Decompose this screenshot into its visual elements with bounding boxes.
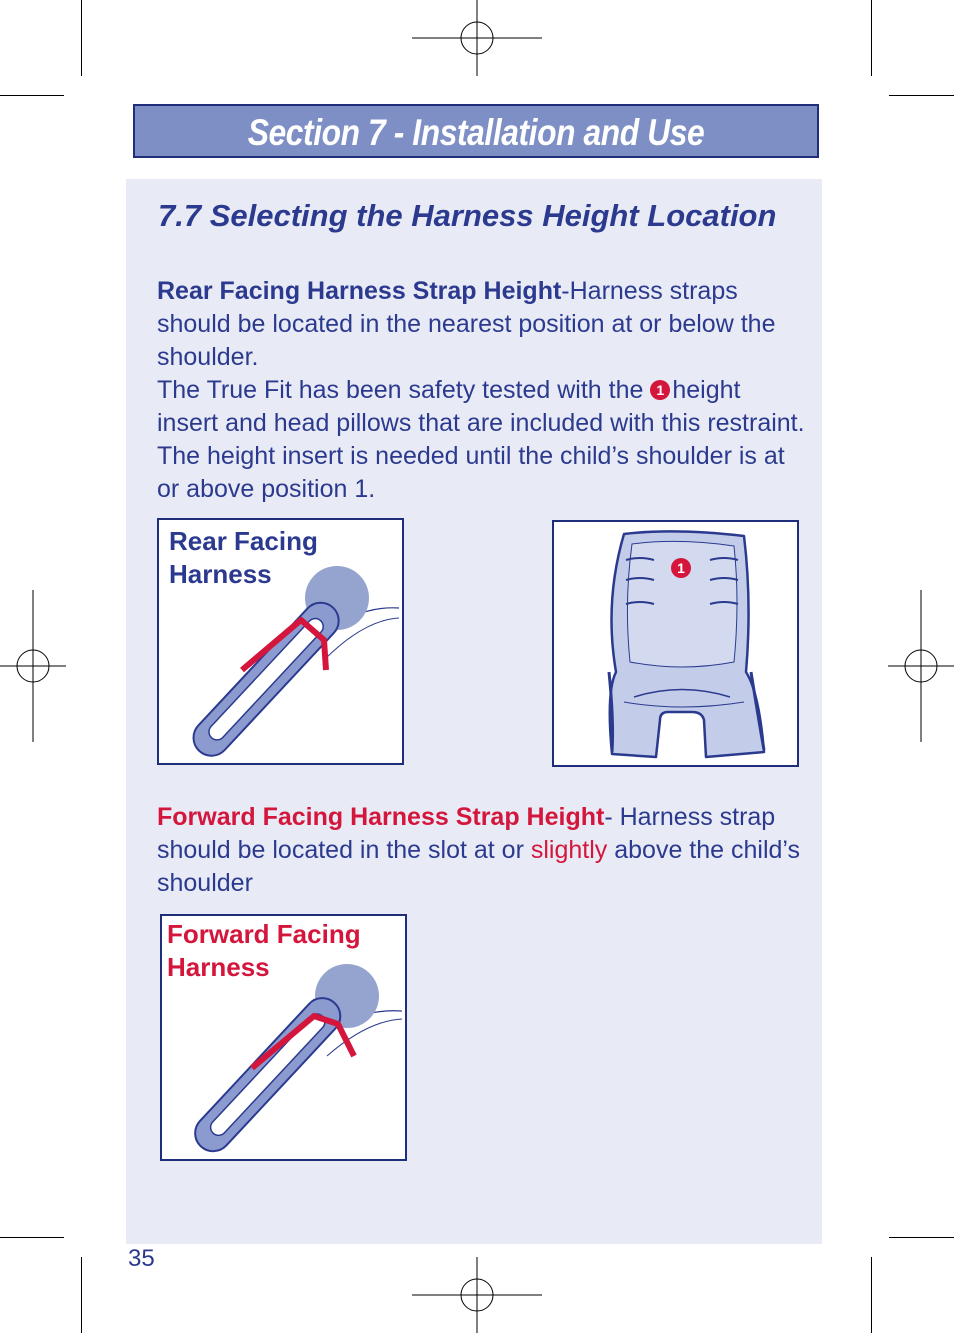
page-number: 35: [128, 1245, 155, 1272]
forward-facing-emphasis: slightly: [530, 836, 608, 864]
forward-facing-text-a: - Harness strap should be located in the slot at or: [157, 803, 776, 864]
rear-facing-heading: Rear Facing Harness Strap Height: [157, 277, 562, 305]
crop-mark-bottom-right-h: [889, 1237, 954, 1238]
forward-facing-heading: Forward Facing Harness Strap Height: [157, 803, 605, 831]
rear-facing-paragraph: [157, 275, 807, 506]
section-header: [133, 104, 819, 158]
rear-facing-text-2b: height insert and head pillows that are included with this restraint. The height insert is needed until the child’s shoulder is at or above position 1.: [157, 376, 805, 503]
height-insert-badge: 1: [650, 380, 670, 400]
registration-mark-left: [0, 590, 66, 742]
forward-facing-text-b: above the child’s shoulder: [157, 836, 801, 897]
crop-mark-top-right-h: [889, 95, 954, 96]
registration-mark-bottom: [412, 1257, 542, 1333]
rear-figure-label-2: Harness: [169, 559, 272, 589]
height-insert-illustration: [554, 522, 797, 765]
forward-figure-label-1: Forward Facing: [167, 919, 361, 949]
crop-mark-top-left-v: [81, 0, 82, 76]
rear-figure-label-1: Rear Facing: [169, 526, 318, 556]
crop-mark-bottom-left-v: [81, 1257, 82, 1333]
registration-mark-top: [412, 0, 542, 76]
forward-harness-illustration: [162, 916, 405, 1159]
crop-mark-top-right-v: [871, 0, 872, 76]
subsection-title: 7.7 Selecting the Harness Height Location: [158, 198, 777, 233]
crop-mark-top-left-h: [0, 95, 64, 96]
height-insert-figure: [552, 520, 799, 767]
insert-position-badge: 1: [677, 560, 685, 576]
rear-harness-illustration: [159, 520, 402, 763]
forward-figure-label-2: Harness: [167, 952, 270, 982]
rear-facing-figure: [157, 518, 404, 765]
section-header-title: Section 7 - Installation and Use: [247, 112, 705, 153]
registration-mark-right: [888, 590, 954, 742]
rear-facing-text: -Harness straps should be located in the nearest position at or below the shoulder.: [157, 277, 776, 371]
rear-facing-text-2a: The True Fit has been safety tested with the: [157, 376, 651, 404]
crop-mark-bottom-left-h: [0, 1237, 64, 1238]
crop-mark-bottom-right-v: [871, 1257, 872, 1333]
forward-facing-figure: [160, 914, 407, 1161]
forward-facing-paragraph: [157, 801, 807, 900]
